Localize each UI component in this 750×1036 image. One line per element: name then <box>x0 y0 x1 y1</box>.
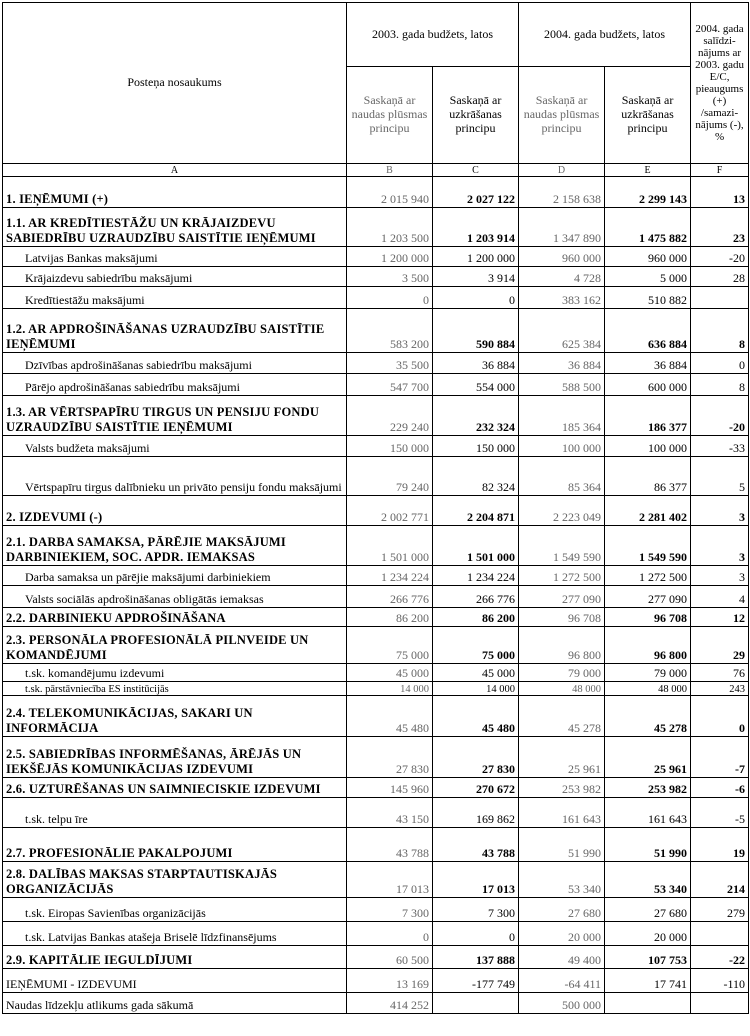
cell-d: 20 000 <box>519 922 605 946</box>
cell-b: 43 150 <box>347 798 433 828</box>
row-name: t.sk. Eiropas Savienības organizācijās <box>3 898 347 922</box>
cell-d: 53 340 <box>519 862 605 898</box>
cell-c: 36 884 <box>433 353 519 374</box>
cell-e: 1 549 590 <box>605 526 691 566</box>
table-row <box>3 993 749 1014</box>
cell-f: 3 <box>691 526 749 566</box>
cell-e: 600 000 <box>605 374 691 396</box>
row-name: Valsts budžeta maksājumi <box>3 436 347 457</box>
cell-c: 1 200 000 <box>433 247 519 267</box>
cell-b: 17 013 <box>347 862 433 898</box>
table-row <box>3 208 749 247</box>
table-row <box>3 898 749 922</box>
cell-e: 45 278 <box>605 696 691 737</box>
cell-c: 270 672 <box>433 778 519 798</box>
cell-e: 1 272 500 <box>605 566 691 586</box>
cell-e: 17 741 <box>605 969 691 993</box>
cell-d: 45 278 <box>519 696 605 737</box>
cell-d: 36 884 <box>519 353 605 374</box>
cell-f <box>691 993 749 1014</box>
cell-e: 107 753 <box>605 946 691 969</box>
cell-c: 14 000 <box>433 682 519 696</box>
cell-e: 2 299 143 <box>605 177 691 208</box>
cell-c: 45 480 <box>433 696 519 737</box>
cell-c: 86 200 <box>433 608 519 627</box>
row-name: Latvijas Bankas maksājumi <box>3 247 347 267</box>
row-name: 1. IEŅĒMUMI (+) <box>3 177 347 208</box>
header-budget-2004: 2004. gada budžets, latos <box>519 3 691 67</box>
cell-b: 583 200 <box>347 309 433 353</box>
cell-e: 636 884 <box>605 309 691 353</box>
cell-b: 14 000 <box>347 682 433 696</box>
table-row <box>3 287 749 309</box>
budget-table <box>2 2 749 1014</box>
row-name: 1.3. AR VĒRTSPAPĪRU TIRGUS UN PENSIJU FONDU UZRAUDZĪBU SAISTĪTIE IEŅĒMUMI <box>3 396 347 436</box>
col-letter-d: D <box>519 164 605 177</box>
cell-f: 3 <box>691 496 749 526</box>
cell-c: 27 830 <box>433 737 519 778</box>
cell-f: -20 <box>691 396 749 436</box>
col-letter-f: F <box>691 164 749 177</box>
cell-b: 414 252 <box>347 993 433 1014</box>
row-name: Darba samaksa un pārējie maksājumi darbiniekiem <box>3 566 347 586</box>
cell-d: 2 223 049 <box>519 496 605 526</box>
table-row <box>3 696 749 737</box>
cell-e: 48 000 <box>605 682 691 696</box>
cell-b: 27 830 <box>347 737 433 778</box>
table-row <box>3 353 749 374</box>
row-name: t.sk. Latvijas Bankas atašeja Briselē līdzfinansējums <box>3 922 347 946</box>
cell-b: 0 <box>347 287 433 309</box>
cell-d: 185 364 <box>519 396 605 436</box>
cell-d: 96 708 <box>519 608 605 627</box>
header-cash-basis-2004: Saskaņā ar naudas plūsmas principu <box>519 67 605 164</box>
cell-f: -7 <box>691 737 749 778</box>
cell-b: 1 501 000 <box>347 526 433 566</box>
cell-b: 0 <box>347 922 433 946</box>
table-row <box>3 922 749 946</box>
cell-b: 45 000 <box>347 664 433 682</box>
cell-f: 279 <box>691 898 749 922</box>
row-name: Naudas līdzekļu atlikums gada sākumā <box>3 993 347 1014</box>
cell-d: 100 000 <box>519 436 605 457</box>
cell-f: 28 <box>691 267 749 287</box>
table-row <box>3 798 749 828</box>
cell-e: 253 982 <box>605 778 691 798</box>
cell-f: 8 <box>691 374 749 396</box>
cell-c: 7 300 <box>433 898 519 922</box>
row-name: 2.2. DARBINIEKU APDROŠINĀŠANA <box>3 608 347 627</box>
cell-d: 253 982 <box>519 778 605 798</box>
cell-d: -64 411 <box>519 969 605 993</box>
cell-c: 1 234 224 <box>433 566 519 586</box>
table-row <box>3 862 749 898</box>
cell-c: 169 862 <box>433 798 519 828</box>
cell-f: -110 <box>691 969 749 993</box>
cell-f: -33 <box>691 436 749 457</box>
cell-b: 60 500 <box>347 946 433 969</box>
cell-b: 266 776 <box>347 586 433 608</box>
cell-c <box>433 993 519 1014</box>
cell-e: 1 475 882 <box>605 208 691 247</box>
cell-d: 49 400 <box>519 946 605 969</box>
cell-b: 1 234 224 <box>347 566 433 586</box>
cell-c: 0 <box>433 922 519 946</box>
cell-c: 1 501 000 <box>433 526 519 566</box>
cell-e: 51 990 <box>605 828 691 862</box>
cell-d: 2 158 638 <box>519 177 605 208</box>
cell-e: 100 000 <box>605 436 691 457</box>
cell-c: 2 027 122 <box>433 177 519 208</box>
table-row <box>3 374 749 396</box>
cell-f: 76 <box>691 664 749 682</box>
col-letter-a: A <box>3 164 347 177</box>
cell-b: 145 960 <box>347 778 433 798</box>
cell-c: 0 <box>433 287 519 309</box>
row-name: IEŅĒMUMI - IZDEVUMI <box>3 969 347 993</box>
row-name: 2.9. KAPITĀLIE IEGULDĪJUMI <box>3 946 347 969</box>
table-row <box>3 664 749 682</box>
cell-d: 1 347 890 <box>519 208 605 247</box>
cell-f: 12 <box>691 608 749 627</box>
row-name: Valsts sociālās apdrošināšanas obligātās iemaksas <box>3 586 347 608</box>
table-row <box>3 496 749 526</box>
cell-d: 383 162 <box>519 287 605 309</box>
cell-b: 2 002 771 <box>347 496 433 526</box>
table-row <box>3 737 749 778</box>
row-name: 2.5. SABIEDRĪBAS INFORMĒŠANAS, ĀRĒJĀS UN IEKŠĒJĀS KOMUNIKĀCIJAS IZDEVUMI <box>3 737 347 778</box>
table-row <box>3 267 749 287</box>
cell-b: 86 200 <box>347 608 433 627</box>
cell-f: 5 <box>691 457 749 496</box>
cell-f: 3 <box>691 566 749 586</box>
cell-b: 79 240 <box>347 457 433 496</box>
table-row <box>3 586 749 608</box>
table-row <box>3 608 749 627</box>
cell-d: 27 680 <box>519 898 605 922</box>
cell-d: 96 800 <box>519 627 605 664</box>
cell-f: 0 <box>691 353 749 374</box>
cell-f: -22 <box>691 946 749 969</box>
cell-e: 96 800 <box>605 627 691 664</box>
cell-c: 17 013 <box>433 862 519 898</box>
cell-c: 232 324 <box>433 396 519 436</box>
cell-c: 75 000 <box>433 627 519 664</box>
row-name: t.sk. komandējumu izdevumi <box>3 664 347 682</box>
table-row <box>3 828 749 862</box>
cell-f: 29 <box>691 627 749 664</box>
row-name: t.sk. telpu īre <box>3 798 347 828</box>
cell-d: 25 961 <box>519 737 605 778</box>
cell-d: 588 500 <box>519 374 605 396</box>
table-row <box>3 682 749 696</box>
cell-b: 150 000 <box>347 436 433 457</box>
cell-c: 266 776 <box>433 586 519 608</box>
cell-e: 79 000 <box>605 664 691 682</box>
cell-e: 277 090 <box>605 586 691 608</box>
row-name: Pārējo apdrošināšanas sabiedrību maksājumi <box>3 374 347 396</box>
header-comparison: 2004. gada salīdzi-nājums ar 2003. gadu E/C, pieaugums (+) /samazi-nājums (-), % <box>691 3 749 164</box>
cell-b: 43 788 <box>347 828 433 862</box>
row-name: Kredītiestāžu maksājumi <box>3 287 347 309</box>
row-name: 2.8. DALĪBAS MAKSAS STARPTAUTISKAJĀS ORGANIZĀCIJĀS <box>3 862 347 898</box>
row-name: 2.7. PROFESIONĀLIE PAKALPOJUMI <box>3 828 347 862</box>
cell-b: 1 203 500 <box>347 208 433 247</box>
cell-d: 500 000 <box>519 993 605 1014</box>
table-row <box>3 177 749 208</box>
cell-e: 36 884 <box>605 353 691 374</box>
cell-d: 48 000 <box>519 682 605 696</box>
cell-e: 86 377 <box>605 457 691 496</box>
cell-b: 35 500 <box>347 353 433 374</box>
row-name: 2.1. DARBA SAMAKSA, PĀRĒJIE MAKSĀJUMI DARBINIEKIEM, SOC. APDR. IEMAKSAS <box>3 526 347 566</box>
cell-b: 229 240 <box>347 396 433 436</box>
row-name: 2.3. PERSONĀLA PROFESIONĀLĀ PILNVEIDE UN KOMANDĒJUMI <box>3 627 347 664</box>
cell-c: 45 000 <box>433 664 519 682</box>
table-row <box>3 309 749 353</box>
cell-c: 43 788 <box>433 828 519 862</box>
header-budget-2003: 2003. gada budžets, latos <box>347 3 519 67</box>
table-row <box>3 526 749 566</box>
table-row <box>3 396 749 436</box>
header-cash-basis-2003: Saskaņā ar naudas plūsmas principu <box>347 67 433 164</box>
cell-b: 1 200 000 <box>347 247 433 267</box>
cell-c: 1 203 914 <box>433 208 519 247</box>
cell-d: 1 272 500 <box>519 566 605 586</box>
cell-c: 82 324 <box>433 457 519 496</box>
table-row <box>3 247 749 267</box>
header-accrual-basis-2003: Saskaņā ar uzkrāšanas principu <box>433 67 519 164</box>
cell-e <box>605 993 691 1014</box>
cell-c: 2 204 871 <box>433 496 519 526</box>
cell-d: 4 728 <box>519 267 605 287</box>
cell-f: 0 <box>691 696 749 737</box>
header-item-name: Posteņa nosaukums <box>3 3 347 164</box>
cell-e: 96 708 <box>605 608 691 627</box>
header-accrual-basis-2004: Saskaņā ar uzkrāšanas principu <box>605 67 691 164</box>
cell-e: 960 000 <box>605 247 691 267</box>
cell-e: 25 961 <box>605 737 691 778</box>
cell-f: -20 <box>691 247 749 267</box>
cell-d: 625 384 <box>519 309 605 353</box>
cell-e: 53 340 <box>605 862 691 898</box>
col-letter-c: C <box>433 164 519 177</box>
cell-b: 75 000 <box>347 627 433 664</box>
col-letter-e: E <box>605 164 691 177</box>
cell-e: 27 680 <box>605 898 691 922</box>
table-row <box>3 778 749 798</box>
cell-f: -5 <box>691 798 749 828</box>
cell-e: 2 281 402 <box>605 496 691 526</box>
cell-f: 19 <box>691 828 749 862</box>
cell-c: 150 000 <box>433 436 519 457</box>
cell-f: 13 <box>691 177 749 208</box>
row-name: t.sk. pārstāvniecība ES institūcijās <box>3 682 347 696</box>
cell-e: 5 000 <box>605 267 691 287</box>
table-row <box>3 969 749 993</box>
cell-b: 13 169 <box>347 969 433 993</box>
row-name: 2. IZDEVUMI (-) <box>3 496 347 526</box>
cell-b: 2 015 940 <box>347 177 433 208</box>
cell-d: 1 549 590 <box>519 526 605 566</box>
cell-c: 590 884 <box>433 309 519 353</box>
row-name: 2.6. UZTURĒŠANAS UN SAIMNIECISKIE IZDEVUMI <box>3 778 347 798</box>
cell-e: 161 643 <box>605 798 691 828</box>
cell-c: 137 888 <box>433 946 519 969</box>
cell-b: 7 300 <box>347 898 433 922</box>
cell-f: 23 <box>691 208 749 247</box>
table-row <box>3 457 749 496</box>
table-row <box>3 566 749 586</box>
cell-f <box>691 287 749 309</box>
row-name: 2.4. TELEKOMUNIKĀCIJAS, SAKARI UN INFORMĀCIJA <box>3 696 347 737</box>
cell-e: 20 000 <box>605 922 691 946</box>
cell-c: 554 000 <box>433 374 519 396</box>
row-name: 1.1. AR KREDĪTIESTĀŽU UN KRĀJAIZDEVU SABIEDRĪBU UZRAUDZĪBU SAISTĪTIE IEŅĒMUMI <box>3 208 347 247</box>
cell-e: 186 377 <box>605 396 691 436</box>
table-row <box>3 627 749 664</box>
cell-d: 960 000 <box>519 247 605 267</box>
cell-d: 161 643 <box>519 798 605 828</box>
cell-d: 79 000 <box>519 664 605 682</box>
cell-b: 3 500 <box>347 267 433 287</box>
cell-f: 4 <box>691 586 749 608</box>
cell-f: 243 <box>691 682 749 696</box>
table-row <box>3 436 749 457</box>
row-name: 1.2. AR APDROŠINĀŠANAS UZRAUDZĪBU SAISTĪTIE IEŅĒMUMI <box>3 309 347 353</box>
cell-d: 85 364 <box>519 457 605 496</box>
cell-f <box>691 922 749 946</box>
cell-f: 214 <box>691 862 749 898</box>
cell-d: 51 990 <box>519 828 605 862</box>
table-row <box>3 946 749 969</box>
cell-d: 277 090 <box>519 586 605 608</box>
row-name: Krājaizdevu sabiedrību maksājumi <box>3 267 347 287</box>
cell-f: -6 <box>691 778 749 798</box>
cell-c: 3 914 <box>433 267 519 287</box>
cell-c: -177 749 <box>433 969 519 993</box>
row-name: Dzīvības apdrošināšanas sabiedrību maksājumi <box>3 353 347 374</box>
cell-b: 547 700 <box>347 374 433 396</box>
cell-e: 510 882 <box>605 287 691 309</box>
row-name: Vērtspapīru tirgus dalībnieku un privāto pensiju fondu maksājumi <box>3 457 347 496</box>
cell-b: 45 480 <box>347 696 433 737</box>
cell-f: 8 <box>691 309 749 353</box>
col-letter-b: B <box>347 164 433 177</box>
